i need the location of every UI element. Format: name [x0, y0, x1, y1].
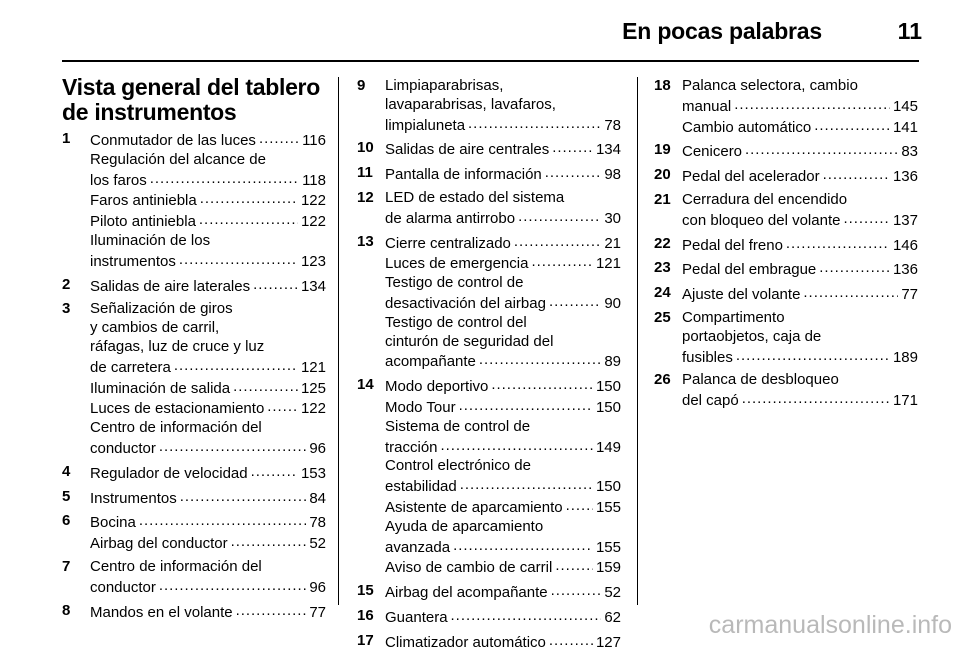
page-reference-link[interactable]: 77 — [309, 603, 326, 621]
entry-line — [385, 557, 621, 578]
entry-number: 3 — [62, 300, 71, 318]
header-title: En pocas palabras — [622, 18, 822, 44]
page-reference-link[interactable]: 21 — [604, 234, 621, 252]
entry-line — [682, 309, 918, 328]
entry-number: 17 — [357, 631, 374, 649]
entry-line — [90, 251, 326, 272]
entry-text: lavaparabrisas, lavafaros, — [385, 95, 556, 113]
index-entry — [357, 77, 621, 135]
entry-line — [682, 235, 918, 256]
entry-text: Climatizador automático — [385, 633, 546, 651]
page-reference-link[interactable]: 98 — [604, 166, 621, 184]
entry-number: 1 — [62, 130, 71, 147]
entry-list — [357, 77, 621, 653]
leader-dots — [253, 276, 298, 291]
entry-text: Faros antiniebla — [90, 192, 197, 210]
column-2 — [357, 77, 621, 657]
index-entry — [654, 284, 918, 305]
leader-dots — [233, 378, 298, 393]
leader-dots — [843, 210, 890, 225]
entry-line — [90, 170, 326, 191]
entry-text: Ajuste del volante — [682, 286, 801, 304]
column-divider — [338, 77, 339, 605]
index-entry — [654, 77, 918, 137]
leader-dots — [139, 512, 306, 527]
page-reference-link[interactable]: 150 — [595, 398, 621, 416]
page-reference-link[interactable]: 30 — [604, 209, 621, 227]
entry-line — [90, 211, 326, 232]
entry-text: Palanca selectora, cambio — [682, 77, 858, 94]
page-reference-link[interactable]: 121 — [595, 255, 621, 273]
entry-number: 12 — [357, 188, 374, 206]
entry-text: Sistema de control de — [385, 417, 531, 435]
entry-text: Piloto antiniebla — [90, 213, 196, 231]
entry-number: 23 — [654, 259, 671, 277]
entry-line — [90, 130, 326, 151]
entry-line — [90, 190, 326, 211]
entry-line — [385, 115, 621, 136]
leader-dots — [251, 463, 298, 478]
index-entry — [654, 259, 918, 280]
entry-text: Regulación del alcance de — [90, 150, 266, 168]
page-reference-link[interactable]: 78 — [604, 116, 621, 134]
entry-text: Pedal del embrague — [682, 261, 817, 279]
leader-dots — [549, 632, 593, 647]
page-reference-link[interactable]: 159 — [595, 559, 621, 577]
entry-text: Luces de emergencia — [385, 255, 529, 273]
index-entry — [654, 141, 918, 162]
entry-line — [385, 376, 621, 397]
entry-number: 25 — [654, 308, 671, 326]
index-entry — [654, 166, 918, 187]
page-reference-link[interactable]: 123 — [300, 252, 326, 270]
entry-number: 16 — [357, 606, 374, 624]
entry-line — [385, 476, 621, 497]
page-reference-link[interactable]: 125 — [300, 379, 326, 397]
entry-line — [385, 189, 621, 208]
leader-dots — [545, 164, 602, 179]
entry-line — [385, 253, 621, 274]
leader-dots — [459, 397, 593, 412]
entry-text: Luces de estacionamiento — [90, 400, 265, 418]
index-entry — [62, 300, 326, 458]
leader-dots — [566, 497, 593, 512]
index-entry — [62, 130, 326, 272]
entry-text: los faros — [90, 171, 147, 189]
entry-number: 6 — [62, 512, 71, 530]
entry-line — [90, 488, 326, 509]
leader-dots — [236, 602, 307, 617]
entry-line — [385, 164, 621, 185]
entry-text: Regulador de velocidad — [90, 464, 248, 482]
entry-line — [385, 208, 621, 229]
entry-line — [682, 390, 918, 411]
entry-line — [385, 437, 621, 458]
page-reference-link[interactable]: 150 — [595, 478, 621, 496]
entry-text: Modo Tour — [385, 398, 456, 416]
entry-line — [90, 438, 326, 459]
index-entry — [357, 632, 621, 653]
leader-dots — [742, 390, 890, 405]
page-reference-link[interactable]: 89 — [604, 353, 621, 371]
leader-dots — [200, 190, 298, 205]
page-reference-link[interactable]: 96 — [309, 578, 326, 596]
index-entry — [62, 602, 326, 623]
page-reference-link[interactable]: 62 — [604, 608, 621, 626]
entry-list — [62, 130, 326, 622]
entry-line — [682, 141, 918, 162]
entry-number: 13 — [357, 232, 374, 250]
entry-number: 9 — [357, 77, 366, 94]
entry-line — [385, 274, 621, 293]
entry-text: Control electrónico de — [385, 457, 531, 475]
entry-text: Asistente de aparcamiento — [385, 498, 563, 516]
entry-text: Pedal del freno — [682, 236, 783, 254]
entry-line — [682, 96, 918, 117]
leader-dots — [179, 251, 298, 266]
column-divider — [637, 77, 638, 605]
page-reference-link[interactable]: 153 — [300, 464, 326, 482]
entry-number: 11 — [357, 164, 373, 182]
entry-number: 8 — [62, 601, 71, 619]
entry-line — [385, 537, 621, 558]
entry-number: 26 — [654, 371, 671, 389]
leader-dots — [441, 437, 593, 452]
page-reference-link[interactable]: 141 — [892, 118, 918, 136]
index-entry — [357, 607, 621, 628]
entry-text: y cambios de carril, — [90, 319, 220, 337]
entry-number: 7 — [62, 557, 71, 575]
entry-number: 4 — [62, 462, 71, 480]
entry-line — [385, 139, 621, 160]
index-entry — [654, 309, 918, 367]
entry-line — [682, 117, 918, 138]
entry-number: 15 — [357, 582, 374, 600]
entry-line — [682, 284, 918, 305]
leader-dots — [159, 438, 306, 453]
entry-line — [90, 419, 326, 438]
entry-text: Iluminación de salida — [90, 379, 231, 397]
leader-dots — [231, 533, 307, 548]
index-entry — [62, 558, 326, 598]
entry-number: 2 — [62, 275, 71, 293]
entry-line — [385, 314, 621, 333]
index-entry — [357, 164, 621, 185]
entry-text: acompañante — [385, 353, 476, 371]
entry-text: Cenicero — [682, 143, 743, 161]
entry-line — [682, 328, 918, 347]
entry-line — [90, 300, 326, 319]
leader-dots — [479, 351, 601, 366]
entry-line — [385, 418, 621, 437]
entry-number: 5 — [62, 487, 71, 505]
index-entry — [62, 276, 326, 297]
entry-number: 19 — [654, 141, 671, 159]
index-entry — [357, 189, 621, 229]
entry-text: manual — [682, 97, 732, 115]
entry-text: Cierre centralizado — [385, 234, 511, 252]
page-reference-link[interactable]: 116 — [302, 132, 326, 149]
entry-line — [90, 378, 326, 399]
entry-text: cinturón de seguridad del — [385, 332, 554, 350]
column-3 — [654, 77, 918, 415]
entry-text: Ayuda de aparcamiento — [385, 517, 544, 535]
entry-line — [90, 602, 326, 623]
leader-dots — [453, 537, 593, 552]
leader-dots — [518, 208, 601, 223]
entry-text: Mandos en el volante — [90, 603, 233, 621]
leader-dots — [468, 115, 601, 130]
entry-line — [682, 371, 918, 390]
entry-line — [385, 351, 621, 372]
entry-text: desactivación del airbag — [385, 294, 546, 312]
entry-text: Salidas de aire laterales — [90, 277, 251, 295]
page-reference-link[interactable]: 118 — [302, 171, 326, 189]
entry-line — [385, 607, 621, 628]
page-reference-link[interactable]: 122 — [300, 192, 326, 210]
entry-line — [90, 463, 326, 484]
entry-text: Aviso de cambio de carril — [385, 559, 553, 577]
page-reference-link[interactable]: 171 — [892, 392, 918, 410]
entry-line — [385, 96, 621, 115]
page-reference-link[interactable]: 155 — [595, 538, 621, 556]
entry-text: Limpiaparabrisas, — [385, 77, 504, 94]
leader-dots — [460, 476, 593, 491]
leader-dots — [814, 117, 890, 132]
leader-dots — [819, 259, 890, 274]
entry-text: de carretera — [90, 358, 171, 376]
leader-dots — [786, 235, 890, 250]
page-reference-link[interactable]: 78 — [309, 514, 326, 532]
entry-text: Instrumentos — [90, 489, 177, 507]
entry-text: Centro de información del — [90, 557, 262, 575]
leader-dots — [736, 347, 890, 362]
page-reference-link[interactable]: 134 — [595, 141, 621, 159]
entry-line — [385, 518, 621, 537]
entry-line — [682, 347, 918, 368]
entry-line — [90, 357, 326, 378]
index-entry — [654, 371, 918, 411]
page-reference-link[interactable]: 84 — [309, 489, 326, 507]
index-entry — [357, 139, 621, 160]
entry-line — [90, 512, 326, 533]
entry-line — [385, 632, 621, 653]
entry-text: Testigo de control del — [385, 313, 527, 331]
index-entry — [357, 233, 621, 373]
entry-line — [90, 558, 326, 577]
leader-dots — [491, 376, 593, 391]
index-entry — [62, 488, 326, 509]
leader-dots — [199, 211, 298, 226]
page-reference-link[interactable]: 136 — [892, 261, 918, 279]
entry-text: conductor — [90, 578, 156, 596]
entry-line — [682, 166, 918, 187]
entry-line — [90, 533, 326, 554]
section-title: Vista general del tablero de instrumentos — [62, 74, 320, 125]
entry-line — [682, 210, 918, 231]
entry-line — [385, 333, 621, 352]
entry-line — [682, 259, 918, 280]
entry-text: LED de estado del sistema — [385, 188, 565, 206]
leader-dots — [803, 284, 898, 299]
page-reference-link[interactable]: 90 — [604, 294, 621, 312]
leader-dots — [734, 96, 890, 111]
entry-text: Señalización de giros — [90, 300, 233, 318]
index-entry — [62, 463, 326, 484]
entry-line — [90, 398, 326, 419]
entry-line — [682, 191, 918, 210]
entry-text: ráfagas, luz de cruce y luz — [90, 337, 265, 355]
leader-dots — [150, 170, 299, 185]
entry-line — [385, 457, 621, 476]
leader-dots — [451, 607, 602, 622]
watermark: carmanualsonline.info — [708, 611, 952, 639]
entry-text: con bloqueo del volante — [682, 211, 841, 229]
entry-text: del capó — [682, 392, 739, 410]
entry-line — [90, 577, 326, 598]
entry-text: tracción — [385, 438, 438, 456]
entry-text: Bocina — [90, 514, 136, 532]
page-reference-link[interactable]: 127 — [595, 633, 621, 651]
page-reference-link[interactable]: 83 — [901, 143, 918, 161]
entry-line — [385, 293, 621, 314]
entry-number: 24 — [654, 284, 671, 302]
page-reference-link[interactable]: 137 — [892, 211, 918, 229]
entry-line — [385, 77, 621, 96]
column-1 — [62, 75, 326, 626]
leader-dots — [531, 253, 593, 268]
entry-line — [385, 233, 621, 254]
leader-dots — [823, 166, 890, 181]
entry-list — [654, 77, 918, 411]
entry-line — [385, 582, 621, 603]
entry-text: portaobjetos, caja de — [682, 327, 822, 345]
page-reference-link[interactable]: 121 — [300, 358, 326, 376]
page-reference-link[interactable]: 52 — [604, 584, 621, 602]
entry-text: Palanca de desbloqueo — [682, 371, 839, 389]
entry-text: Modo deportivo — [385, 378, 489, 396]
leader-dots — [180, 488, 307, 503]
entry-text: instrumentos — [90, 252, 176, 270]
entry-line — [90, 338, 326, 357]
entry-text: de alarma antirrobo — [385, 209, 516, 227]
entry-line — [90, 232, 326, 251]
entry-number: 14 — [357, 376, 374, 394]
entry-text: Guantera — [385, 608, 448, 626]
page-reference-link[interactable]: 136 — [892, 168, 918, 186]
entry-line — [90, 151, 326, 170]
page-reference-link[interactable]: 150 — [595, 378, 621, 396]
page-reference-link[interactable]: 96 — [309, 439, 326, 457]
page-reference-link[interactable]: 189 — [892, 348, 918, 366]
page-reference-link[interactable]: 146 — [892, 236, 918, 254]
page-reference-link[interactable]: 134 — [300, 277, 326, 295]
leader-dots — [549, 293, 601, 308]
entry-line — [90, 276, 326, 297]
page-number: 11 — [897, 18, 922, 44]
index-entry — [62, 512, 326, 554]
entry-number: 22 — [654, 234, 671, 252]
entry-text: Compartimento — [682, 308, 785, 326]
entry-text: Pedal del acelerador — [682, 168, 820, 186]
leader-dots — [745, 141, 898, 156]
header-rule — [62, 60, 919, 62]
page-reference-link[interactable]: 149 — [595, 438, 621, 456]
leader-dots — [267, 398, 298, 413]
page-reference-link[interactable]: 77 — [901, 286, 918, 304]
entry-text: estabilidad — [385, 478, 457, 496]
leader-dots — [552, 139, 593, 154]
entry-line — [90, 319, 326, 338]
entry-text: Testigo de control de — [385, 274, 524, 292]
entry-text: Airbag del conductor — [90, 535, 228, 553]
entry-number: 20 — [654, 166, 671, 184]
index-entry — [357, 376, 621, 578]
entry-line — [385, 497, 621, 518]
entry-text: conductor — [90, 439, 156, 457]
entry-line — [682, 77, 918, 96]
index-entry — [357, 582, 621, 603]
index-entry — [654, 191, 918, 231]
leader-dots — [259, 130, 299, 145]
entry-text: Pantalla de información — [385, 166, 542, 184]
entry-text: limpialuneta — [385, 116, 466, 134]
page-reference-link[interactable]: 52 — [309, 535, 326, 553]
entry-text: Airbag del acompañante — [385, 584, 548, 602]
entry-text: Salidas de aire centrales — [385, 141, 550, 159]
entry-number: 21 — [654, 190, 671, 208]
leader-dots — [555, 557, 593, 572]
entry-text: Conmutador de las luces — [90, 132, 256, 149]
leader-dots — [551, 582, 602, 597]
page-reference-link[interactable]: 155 — [595, 498, 621, 516]
entry-text: Iluminación de los — [90, 231, 211, 249]
leader-dots — [174, 357, 298, 372]
leader-dots — [514, 233, 601, 248]
entry-text: Cambio automático — [682, 118, 812, 136]
leader-dots — [159, 577, 306, 592]
page-reference-link[interactable]: 122 — [300, 400, 326, 418]
entry-text: Centro de información del — [90, 419, 262, 437]
entry-text: avanzada — [385, 538, 451, 556]
entry-text: fusibles — [682, 348, 733, 366]
entry-line — [385, 397, 621, 418]
index-entry — [654, 235, 918, 256]
entry-number: 10 — [357, 139, 374, 157]
entry-number: 18 — [654, 77, 671, 94]
page-reference-link[interactable]: 122 — [300, 213, 326, 231]
entry-text: Cerradura del encendido — [682, 190, 848, 208]
page-reference-link[interactable]: 145 — [892, 97, 918, 115]
